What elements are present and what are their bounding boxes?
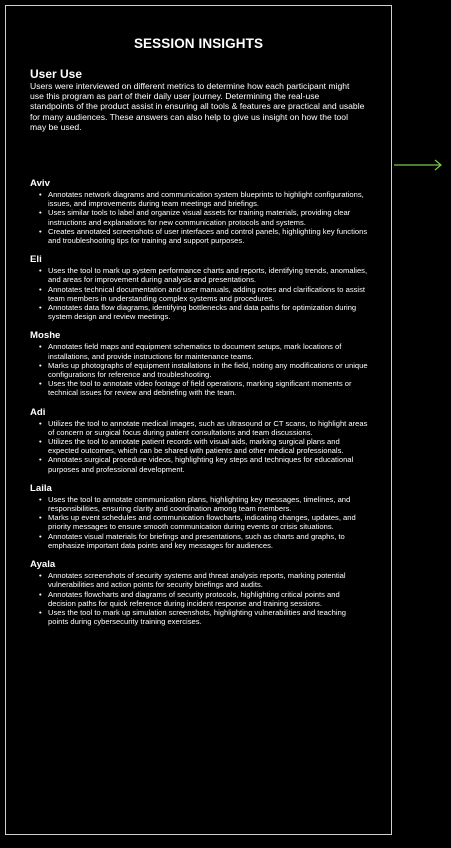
bullet-point: • Creates annotated screenshots of user interfaces and control panels, highlighting key functions and troubleshooting tips for training and support purposes. — [30, 227, 368, 245]
participant-section — [30, 178, 368, 245]
session-insights-card — [5, 5, 392, 835]
bullet-point: • Uses the tool to mark up system performance charts and reports, identifying trends, anomalies, and areas for improvement during analysis and presentations. — [30, 266, 368, 284]
bullet-point: • Annotates screenshots of security systems and threat analysis reports, marking potential vulnerabilities and action points for security briefings and audits. — [30, 571, 368, 589]
participant-points — [30, 342, 368, 397]
page-title: SESSION INSIGHTS — [133, 36, 264, 51]
intro-section — [30, 67, 365, 132]
participant-points — [30, 190, 368, 245]
participant-name: Ayala — [30, 559, 56, 571]
participant-name: Eli — [30, 254, 42, 266]
participant-name: Adi — [30, 406, 46, 418]
bullet-point: • Uses the tool to mark up simulation screenshots, highlighting vulnerabilities and teaching points during cybersecurity training exercises. — [30, 608, 368, 626]
participant-name: Aviv — [30, 178, 50, 189]
bullet-point: • Marks up photographs of equipment installations in the field, noting any modifications or unique configurations for reference and troubleshooting. — [30, 361, 368, 379]
bullet-point: • Annotates field maps and equipment schematics to document setups, mark locations of installations, and provide instructions for maintenance teams. — [30, 342, 368, 360]
participant-points — [30, 419, 368, 474]
arrow-right-icon — [394, 158, 444, 172]
bullet-point: • Uses similar tools to label and organize visual assets for training materials, providing clear instructions and explanations for new communication protocols and systems. — [30, 208, 368, 226]
bullet-point: • Annotates data flow diagrams, identifying bottlenecks and data paths for optimization during system design and review meetings. — [30, 303, 368, 321]
participant-section — [30, 330, 368, 397]
participant-points — [30, 495, 368, 550]
intro-body: Users were interviewed on different metrics to determine how each participant might use this program as part of their daily user journey. Determining the real-use standpoints of the product assist in ensuring all tools & features are practical and usable for many audiences. These answers can also help to give us insight on how the tool may be used. — [30, 81, 365, 132]
bullet-point: • Uses the tool to annotate communication plans, highlighting key messages, timelines, and responsibilities, ensuring clarity and coordination among team members. — [30, 495, 368, 513]
bullet-point: • Utilizes the tool to annotate medical images, such as ultrasound or CT scans, to highlight areas of concern or surgical focus during patient consultations and team discussions. — [30, 419, 368, 437]
intro-heading: User Use — [30, 67, 83, 81]
participant-section — [30, 559, 368, 626]
participant-section — [30, 407, 368, 474]
participant-points — [30, 571, 368, 626]
participant-section — [30, 254, 368, 321]
bullet-point: • Utilizes the tool to annotate patient records with visual aids, marking surgical plans and expected outcomes, which can be shared with patients and other medical professionals. — [30, 437, 368, 455]
bullet-point: • Annotates surgical procedure videos, highlighting key steps and techniques for educational purposes and professional development. — [30, 455, 368, 473]
participant-section — [30, 483, 368, 550]
bullet-point: • Annotates network diagrams and communication system blueprints to highlight configurations, issues, and improvements during team meetings and briefings. — [30, 190, 368, 208]
bullet-point: • Uses the tool to annotate video footage of field operations, marking significant moments or technical issues for review and debriefing with the team. — [30, 379, 368, 397]
participant-name: Moshe — [30, 330, 61, 342]
bullet-point: • Marks up event schedules and communication flowcharts, indicating changes, updates, and priority messages to ensure smooth communication during events or crisis situations. — [30, 513, 368, 531]
participant-points — [30, 266, 368, 321]
participant-list — [30, 178, 368, 635]
participant-name: Laila — [30, 482, 52, 494]
bullet-point: • Annotates visual materials for briefings and presentations, such as charts and graphs, to emphasize important data points and key messages for audiences. — [30, 532, 368, 550]
bullet-point: • Annotates technical documentation and user manuals, adding notes and clarifications to assist team members in understanding complex systems and procedures. — [30, 285, 368, 303]
bullet-point: • Annotates flowcharts and diagrams of security protocols, highlighting critical points and decision paths for quick reference during incident response and training sessions. — [30, 590, 368, 608]
